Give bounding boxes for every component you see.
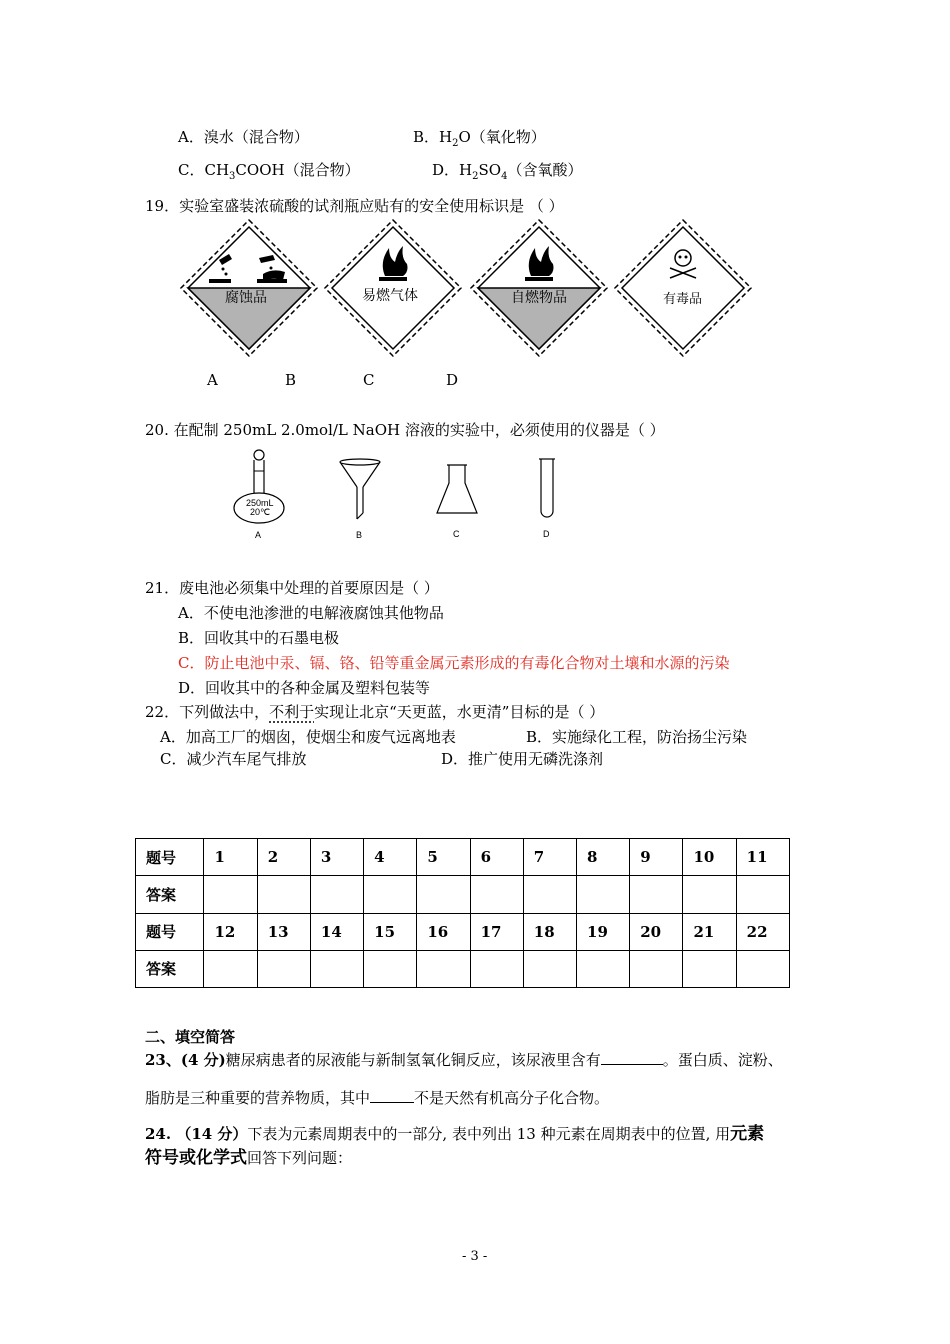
q18-option-d: D．$H_2SO_4$（含氧酸） — [432, 161, 583, 182]
q20-letter-a: A — [255, 530, 262, 540]
table-cell: 7 — [523, 839, 576, 876]
answer-cell[interactable] — [630, 950, 683, 987]
q23-line1: 23、(4 分)糖尿病患者的尿液能与新制氢氧化铜反应，该尿液里含有 。蛋白质、淀粉、 — [145, 1051, 783, 1069]
q18-option-c: C．$CH_3COOH$（混合物） — [178, 161, 360, 182]
toxic-sign — [615, 220, 751, 356]
answer-cell[interactable] — [470, 876, 523, 913]
q20-letter-b: B — [356, 530, 363, 540]
q21-option-a: A．不使电池渗泄的电解液腐蚀其他物品 — [178, 604, 444, 622]
table-cell: 19 — [577, 913, 630, 950]
q21-option-d: D．回收其中的各种金属及塑料包装等 — [178, 679, 431, 697]
conical-flask-icon — [437, 465, 477, 513]
q18-option-a: A．溴水（混合物） — [178, 128, 309, 146]
table-cell: 4 — [364, 839, 417, 876]
answer-cell[interactable] — [417, 876, 470, 913]
q22-stem: 22．下列做法中，不利于实现让北京“天更蓝，水更清”目标的是（ ） — [145, 703, 605, 721]
q22-option-a: A．加高工厂的烟囱，使烟尘和废气远离地表 — [160, 728, 456, 746]
answer-cell[interactable] — [364, 876, 417, 913]
table-header-cell: 题号 — [136, 913, 204, 950]
table-cell: 1 — [204, 839, 257, 876]
q19-letter-a: A — [207, 371, 218, 389]
answer-cell[interactable] — [736, 876, 789, 913]
q22-emphasis: 不利于 — [269, 703, 315, 721]
q24-line1: 24. （14 分）下表为元素周期表中的一部分, 表中列出 13 种元素在周期表中的位置, 用元素 — [145, 1124, 765, 1144]
q20-letter-d: D — [543, 529, 550, 539]
table-cell: 10 — [683, 839, 736, 876]
table-cell: 16 — [417, 913, 470, 950]
sign-label-toxic: 有毒品 — [663, 292, 703, 307]
q23-blank-1[interactable] — [601, 1050, 663, 1065]
sign-label-corrosive: 腐蚀品 — [225, 290, 267, 306]
answer-cell[interactable] — [204, 950, 257, 987]
sign-label-spontaneous: 自燃物品 — [511, 290, 567, 306]
q20-apparatus — [225, 445, 565, 530]
table-row — [136, 839, 790, 876]
flask-label-temp: 20℃ — [250, 507, 271, 517]
table-row — [136, 950, 790, 987]
table-cell: 22 — [736, 913, 789, 950]
table-row — [136, 913, 790, 950]
q22-option-c: C．减少汽车尾气排放 — [160, 750, 307, 768]
table-header-cell: 答案 — [136, 950, 204, 987]
q22-option-b: B．实施绿化工程，防治扬尘污染 — [526, 728, 748, 746]
answer-cell[interactable] — [204, 876, 257, 913]
answer-cell[interactable] — [310, 950, 363, 987]
q19-letter-d: D — [446, 371, 459, 389]
test-tube-icon — [539, 459, 555, 517]
q19-letter-c: C — [363, 371, 375, 389]
table-cell: 18 — [523, 913, 576, 950]
section-title: 二、填空简答 — [145, 1028, 236, 1046]
funnel-icon — [340, 459, 380, 519]
answer-cell[interactable] — [736, 950, 789, 987]
table-cell: 13 — [257, 913, 310, 950]
table-cell: 3 — [310, 839, 363, 876]
table-cell: 8 — [577, 839, 630, 876]
page-number: - 3 - — [462, 1249, 488, 1264]
table-cell: 15 — [364, 913, 417, 950]
q19-stem: 19．实验室盛装浓硫酸的试剂瓶应贴有的安全使用标识是 （ ） — [145, 197, 564, 215]
answer-cell[interactable] — [523, 950, 576, 987]
answer-cell[interactable] — [630, 876, 683, 913]
q24-line2: 符号或化学式回答下列问题： — [145, 1148, 353, 1168]
q23-line2: 脂肪是三种重要的营养物质，其中 不是天然有机高分子化合物。 — [145, 1089, 610, 1107]
answer-table — [135, 838, 790, 988]
table-cell: 5 — [417, 839, 470, 876]
table-cell: 17 — [470, 913, 523, 950]
q20-stem: 20. 在配制 250mL 2.0mol/L NaOH 溶液的实验中，必须使用的仪器是（ ） — [145, 421, 665, 439]
answer-cell[interactable] — [577, 876, 630, 913]
answer-cell[interactable] — [364, 950, 417, 987]
q18-option-b: B．$H_2O$（氧化物） — [413, 128, 546, 149]
table-header-cell: 题号 — [136, 839, 204, 876]
flask-label-volume: 250mL — [246, 498, 274, 508]
q20-letter-c: C — [453, 529, 460, 539]
answer-cell[interactable] — [417, 950, 470, 987]
table-row — [136, 876, 790, 913]
sign-label-flammable-gas: 易燃气体 — [362, 288, 418, 304]
q19-letter-b: B — [285, 371, 297, 389]
answer-cell[interactable] — [470, 950, 523, 987]
table-cell: 2 — [257, 839, 310, 876]
table-cell: 9 — [630, 839, 683, 876]
table-cell: 14 — [310, 913, 363, 950]
q21-option-b: B．回收其中的石墨电极 — [178, 629, 340, 647]
q23-blank-2[interactable] — [370, 1088, 414, 1103]
q21-option-c: C．防止电池中汞、镉、铬、铅等重金属元素形成的有毒化合物对土壤和水源的污染 — [178, 654, 730, 672]
answer-cell[interactable] — [257, 950, 310, 987]
table-cell: 11 — [736, 839, 789, 876]
answer-cell[interactable] — [683, 950, 736, 987]
q21-stem: 21．废电池必须集中处理的首要原因是（ ） — [145, 579, 439, 597]
answer-cell[interactable] — [523, 876, 576, 913]
answer-cell[interactable] — [310, 876, 363, 913]
table-cell: 21 — [683, 913, 736, 950]
answer-cell[interactable] — [257, 876, 310, 913]
table-cell: 6 — [470, 839, 523, 876]
q22-option-d: D．推广使用无磷洗涤剂 — [441, 750, 604, 768]
table-header-cell: 答案 — [136, 876, 204, 913]
answer-cell[interactable] — [683, 876, 736, 913]
answer-cell[interactable] — [577, 950, 630, 987]
table-cell: 20 — [630, 913, 683, 950]
table-cell: 12 — [204, 913, 257, 950]
